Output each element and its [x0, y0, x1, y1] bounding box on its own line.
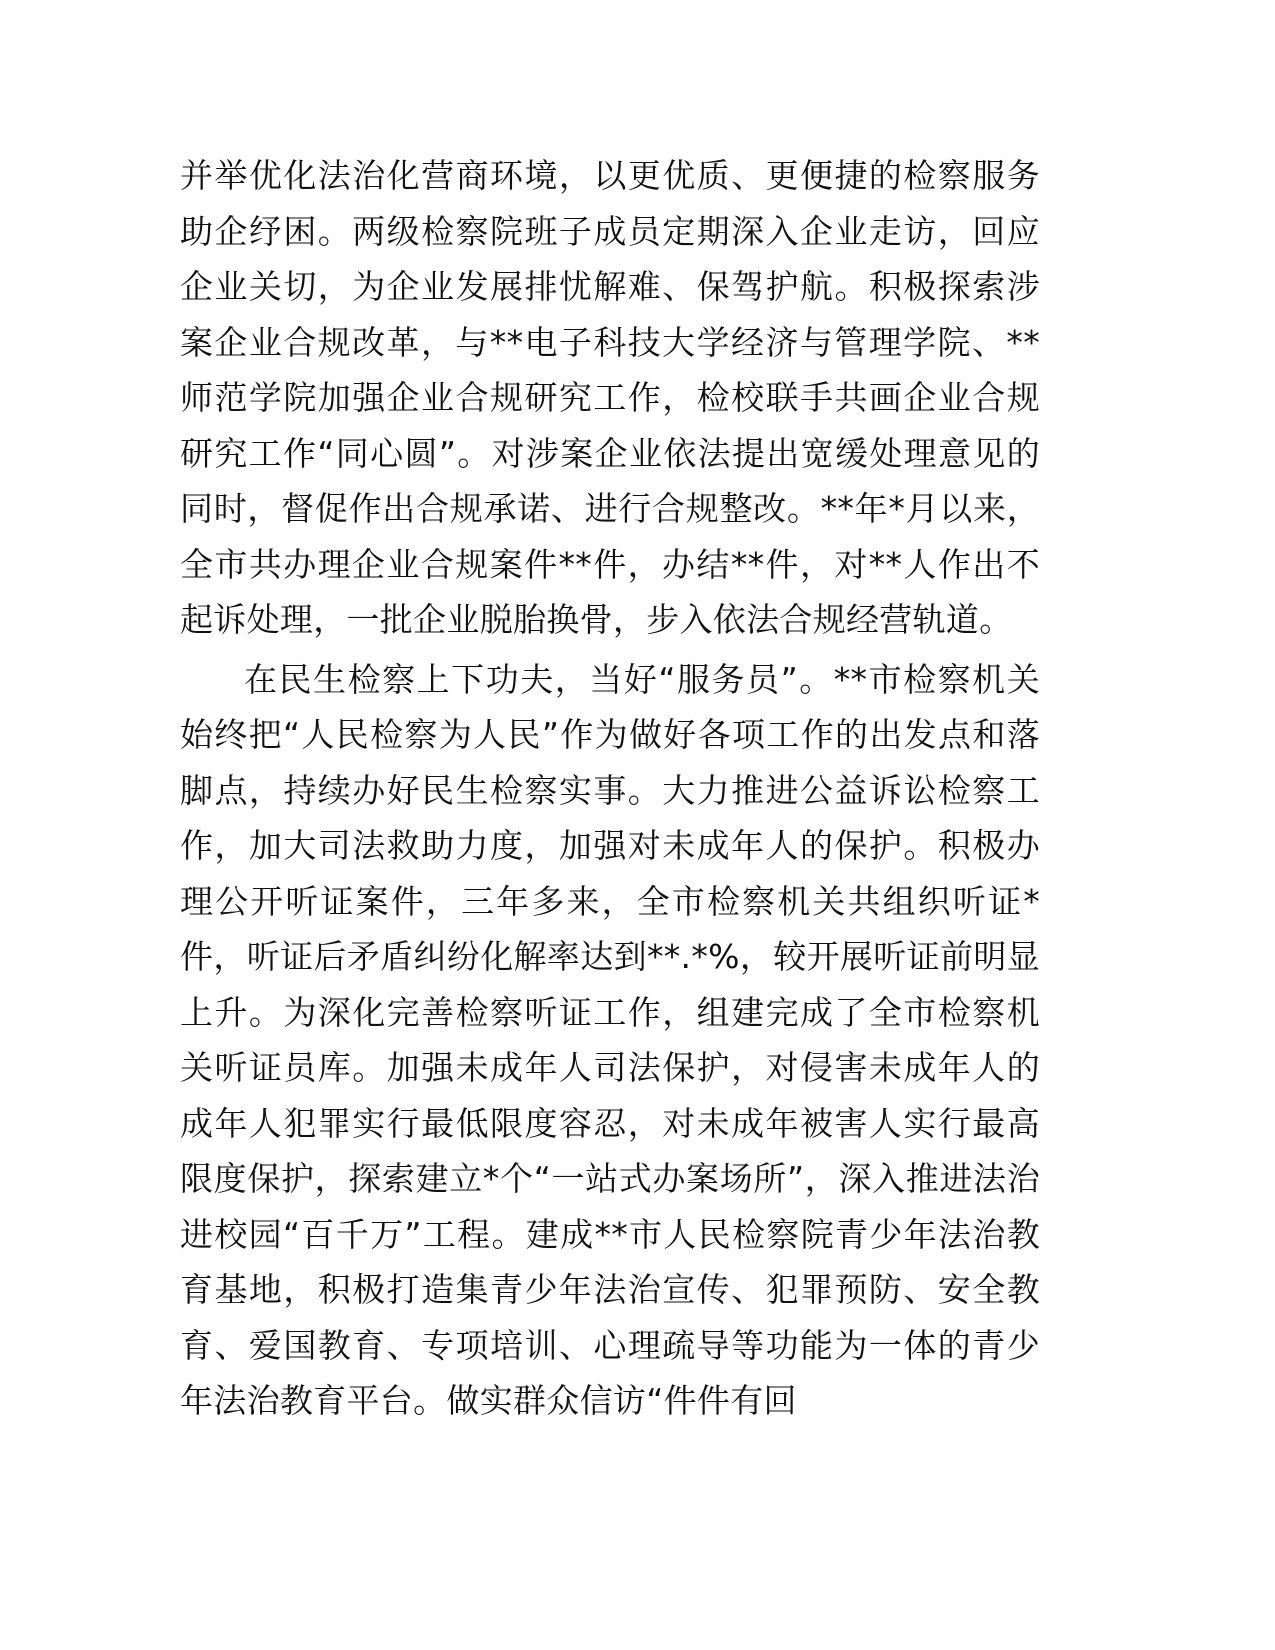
paragraph-livelihood-procuratorate: 在民生检察上下功夫，当好“服务员”。**市检察机关始终把“人民检察为人民”作为做好各项工作的出发点和落脚点，持续办好民生检察实事。大力推进公益诉讼检察工作，加大司法救助力度，加强对未成年人的保护。积极办理公开听证案件，三年多来，全市检察机关共组织听证*件，听证后矛盾纠纷化解率达到**.*%，较开展听证前明显上升。为深化完善检察听证工作，组建完成了全市检察机关听证员库。加强未成年人司法保护，对侵害未成年人的成年人犯罪实行最低限度容忍，对未成年被害人实行最高限度保护，探索建立*个“一站式办案场所”，深入推进法治进校园“百千万”工程。建成**市人民检察院青少年法治教育基地，积极打造集青少年法治宣传、犯罪预防、安全教育、爱国教育、专项培训、心理疏导等功能为一体的青少年法治教育平台。做实群众信访“件件有回 — [180, 659, 1040, 1420]
paragraph-business-environment: 并举优化法治化营商环境，以更优质、更便捷的检察服务助企纾困。两级检察院班子成员定期深入企业走访，回应企业关切，为企业发展排忧解难、保驾护航。积极探索涉案企业合规改革，与**电子科技大学经济与管理学院、**师范学院加强企业合规研究工作，检校联手共画企业合规研究工作“同心圆”。对涉案企业依法提出宽缓处理意见的同时，督促作出合规承诺、进行合规整改。**年*月以来，全市共办理企业合规案件**件，办结**件，对**人作出不起诉处理，一批企业脱胎换骨，步入依法合规经营轨道。 — [180, 156, 1040, 639]
document-body — [180, 148, 1040, 1429]
